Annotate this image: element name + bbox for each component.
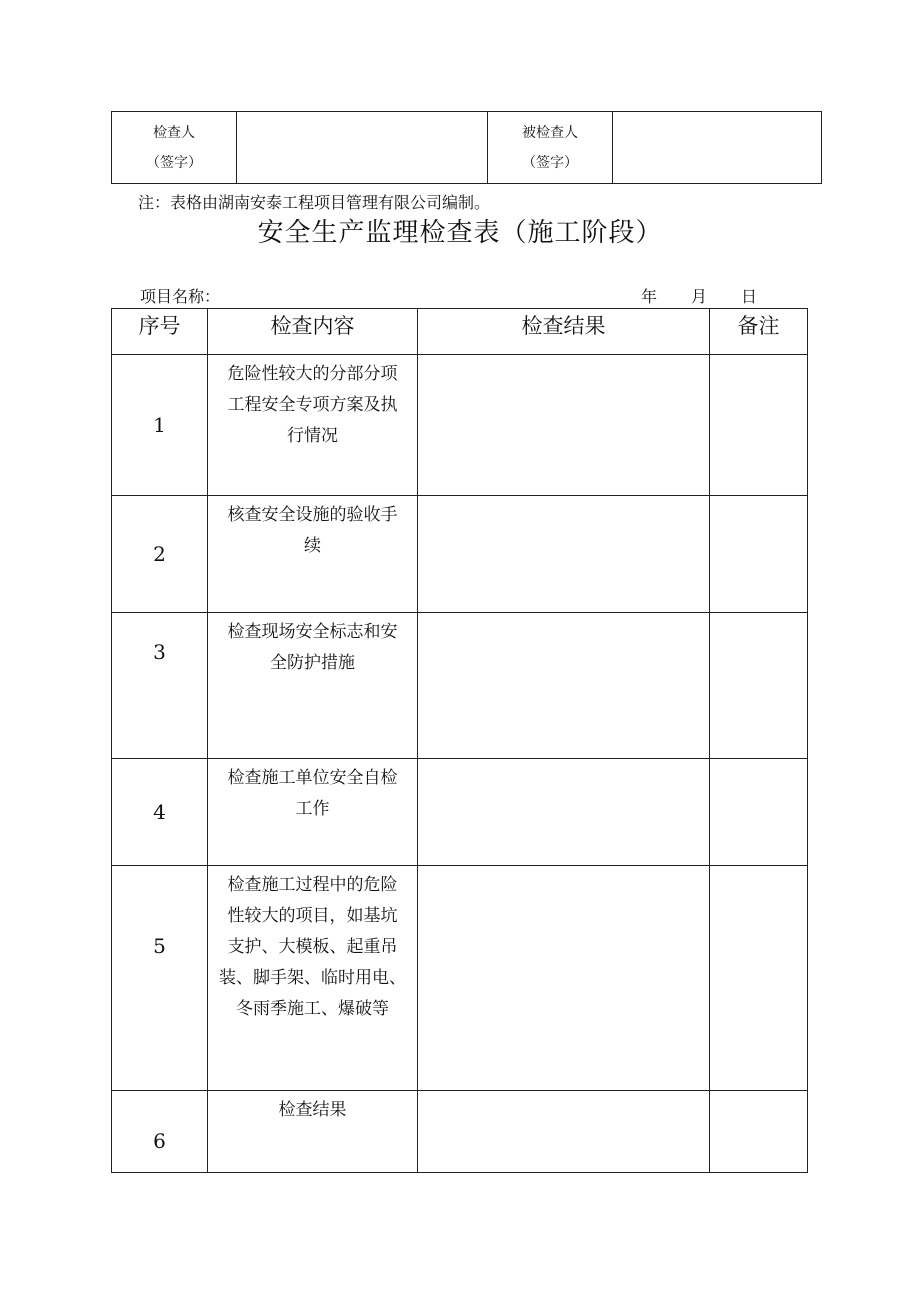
header-result: 检查结果	[418, 309, 710, 355]
row-content	[208, 866, 418, 1091]
row-remark-field[interactable]	[710, 613, 808, 759]
inspected-sign-note: （签字）	[522, 154, 578, 171]
row-result-field[interactable]	[418, 866, 710, 1091]
content-line: 行情况	[287, 426, 338, 446]
content-line: 全防护措施	[270, 653, 355, 673]
row-content	[208, 1091, 418, 1173]
row-result-field[interactable]	[418, 355, 710, 496]
content-line: 冬雨季施工、爆破等	[236, 999, 389, 1019]
row-seq: 4	[112, 759, 208, 866]
project-name-label: 项目名称：	[140, 287, 221, 306]
row-seq: 1	[112, 355, 208, 496]
table-row	[112, 1091, 808, 1173]
date-day: 日	[741, 287, 758, 306]
signature-table	[111, 111, 822, 184]
row-content	[208, 496, 418, 613]
table-header-row	[112, 309, 808, 355]
inspected-label-cell	[488, 112, 613, 184]
date-label	[641, 284, 757, 307]
header-seq: 序号	[112, 309, 208, 355]
row-remark-field[interactable]	[710, 759, 808, 866]
row-content	[208, 613, 418, 759]
row-result-field[interactable]	[418, 1091, 710, 1173]
row-content	[208, 355, 418, 496]
content-line: 核查安全设施的验收手	[227, 505, 398, 525]
row-result-field[interactable]	[418, 613, 710, 759]
table-row	[112, 759, 808, 866]
inspected-signature-field[interactable]	[613, 112, 822, 184]
inspector-signature-field[interactable]	[237, 112, 488, 184]
content-line: 续	[304, 536, 321, 556]
row-result-field[interactable]	[418, 759, 710, 866]
content-line: 工程安全专项方案及执	[227, 395, 398, 415]
inspector-label-cell	[112, 112, 237, 184]
content-line: 检查现场安全标志和安	[227, 622, 398, 642]
content-line: 危险性较大的分部分项	[227, 364, 398, 384]
header-content: 检查内容	[208, 309, 418, 355]
content-line: 工作	[295, 799, 330, 819]
table-row	[112, 866, 808, 1091]
inspector-label: 检查人	[153, 124, 195, 141]
table-row	[112, 496, 808, 613]
inspector-sign-note: （签字）	[146, 154, 202, 171]
header-remark: 备注	[710, 309, 808, 355]
content-line: 装、脚手架、临时用电、	[219, 968, 406, 988]
row-remark-field[interactable]	[710, 496, 808, 613]
row-seq: 5	[112, 866, 208, 1091]
row-content	[208, 759, 418, 866]
row-remark-field[interactable]	[710, 866, 808, 1091]
table-row	[112, 613, 808, 759]
inspected-label: 被检查人	[522, 124, 578, 141]
inspection-table	[111, 308, 808, 1173]
date-month: 月	[691, 287, 708, 306]
row-result-field[interactable]	[418, 496, 710, 613]
date-year: 年	[641, 287, 658, 306]
content-line: 检查施工过程中的危险	[227, 875, 398, 895]
page-title: 安全生产监理检查表（施工阶段）	[257, 218, 663, 248]
content-line: 检查结果	[278, 1100, 347, 1120]
table-row	[112, 355, 808, 496]
content-line: 检查施工单位安全自检	[227, 768, 398, 788]
row-seq: 6	[112, 1091, 208, 1173]
row-remark-field[interactable]	[710, 1091, 808, 1173]
row-remark-field[interactable]	[710, 355, 808, 496]
row-seq: 2	[112, 496, 208, 613]
form-note: 注：表格由湖南安泰工程项目管理有限公司编制。	[138, 193, 491, 212]
content-line: 支护、大模板、起重吊	[227, 937, 398, 957]
content-line: 性较大的项目，如基坑	[227, 906, 398, 926]
row-seq: 3	[112, 613, 208, 759]
